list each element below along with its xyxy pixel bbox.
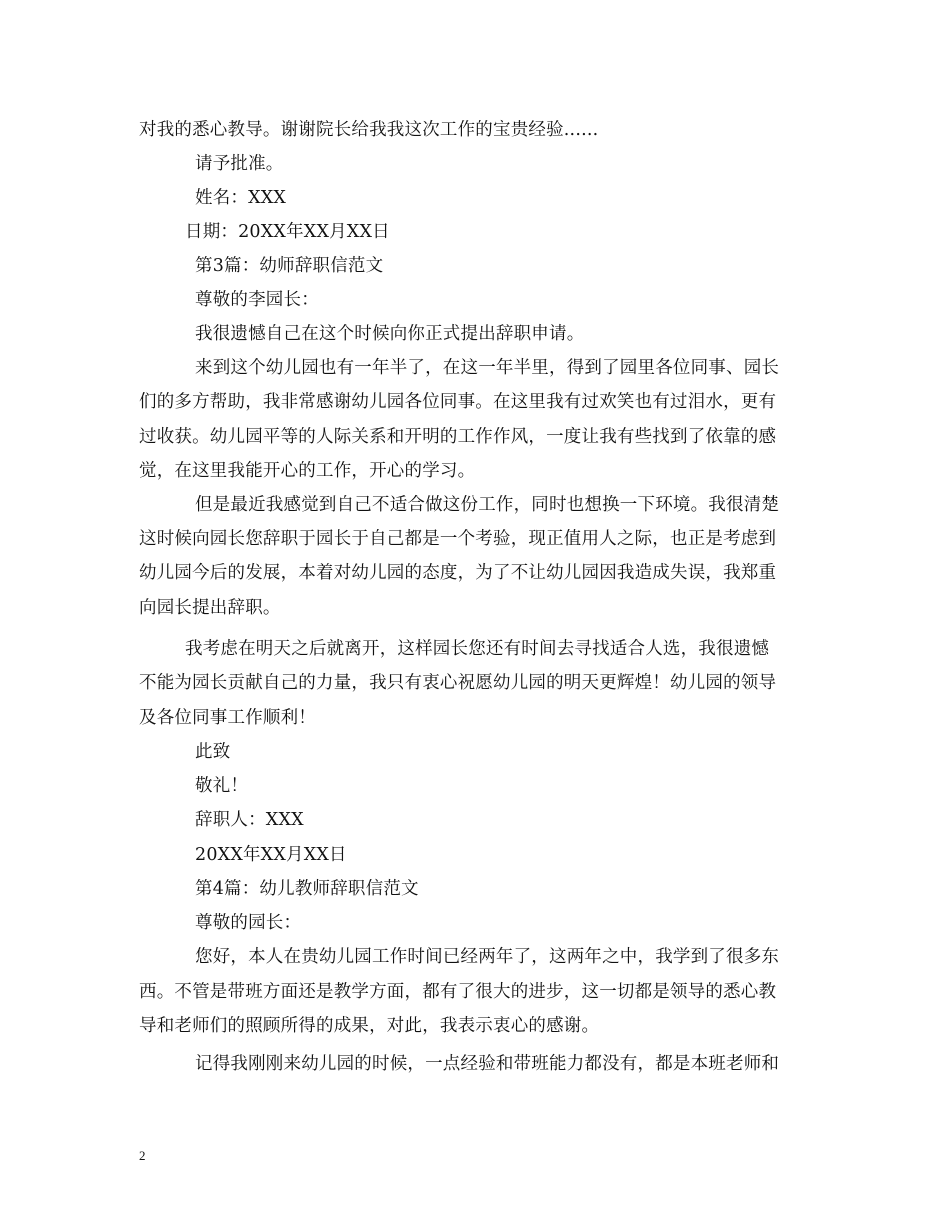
section-heading: 第3篇：幼师辞职信范文 bbox=[195, 256, 384, 276]
text-line: 来到这个幼儿园也有一年半了，在这一年半里，得到了园里各位同事、园长 bbox=[195, 358, 780, 378]
text-line: 请予批准。 bbox=[195, 154, 284, 174]
closing-line: 敬礼！ bbox=[195, 776, 249, 796]
page-number: 2 bbox=[139, 1148, 146, 1163]
text-line: 您好，本人在贵幼儿园工作时间已经两年了，这两年之中，我学到了很多东 bbox=[195, 947, 780, 967]
date-line: 20XX年XX月XX日 bbox=[195, 845, 347, 865]
text-line: 日期：20XX年XX月XX日 bbox=[185, 222, 390, 242]
section-heading: 第4篇：幼儿教师辞职信范文 bbox=[195, 879, 419, 899]
text-line: 导和老师们的照顾所得的成果，对此，我表示衷心的感谢。 bbox=[139, 1016, 600, 1036]
text-line: 幼儿园今后的发展，本着对幼儿园的态度，为了不让幼儿园因我造成失误，我郑重 bbox=[139, 563, 777, 583]
text-line: 们的多方帮助，我非常感谢幼儿园各位同事。在这里我有过欢笑也有过泪水，更有 bbox=[139, 392, 777, 412]
text-line: 姓名：XXX bbox=[195, 188, 287, 208]
text-line: 向园长提出辞职。 bbox=[139, 598, 281, 618]
text-line: 不能为园长贡献自己的力量，我只有衷心祝愿幼儿园的明天更辉煌！幼儿园的领导 bbox=[139, 673, 777, 693]
text-line: 对我的悉心教导。谢谢院长给我我这次工作的宝贵经验...... bbox=[139, 120, 599, 140]
signature-line: 辞职人：XXX bbox=[195, 810, 304, 830]
text-line: 我很遗憾自己在这个时候向你正式提出辞职申请。 bbox=[195, 324, 585, 344]
closing-line: 此致 bbox=[195, 742, 231, 762]
text-line: 我考虑在明天之后就离开，这样园长您还有时间去寻找适合人选，我很遗憾 bbox=[185, 639, 770, 659]
text-line: 觉，在这里我能开心的工作，开心的学习。 bbox=[139, 461, 476, 481]
text-line: 但是最近我感觉到自己不适合做这份工作，同时也想换一下环境。我很清楚 bbox=[195, 495, 780, 515]
text-line: 这时候向园长您辞职于园长于自己都是一个考验，现正值用人之际，也正是考虑到 bbox=[139, 529, 777, 549]
text-line: 西。不管是带班方面还是教学方面，都有了很大的进步，这一切都是领导的悉心教 bbox=[139, 982, 777, 1002]
salutation: 尊敬的李园长： bbox=[195, 290, 319, 310]
text-line: 记得我刚刚来幼儿园的时候，一点经验和带班能力都没有，都是本班老师和 bbox=[195, 1054, 780, 1074]
text-line: 及各位同事工作顺利！ bbox=[139, 708, 316, 728]
salutation: 尊敬的园长： bbox=[195, 913, 302, 933]
text-line: 过收获。幼儿园平等的人际关系和开明的工作作风，一度让我有些找到了依靠的感 bbox=[139, 427, 777, 447]
